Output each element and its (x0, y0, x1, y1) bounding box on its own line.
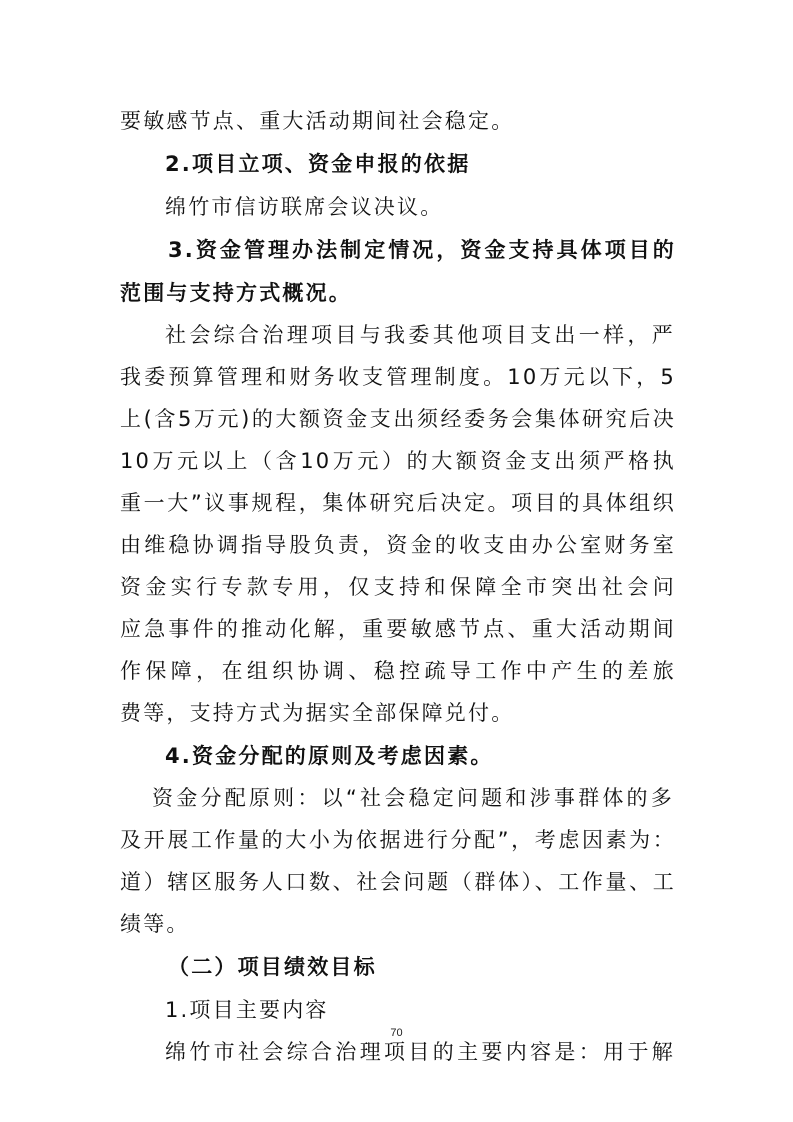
body-line: 资金分配原则：以“社会稳定问题和涉事群体的多 (152, 786, 674, 810)
body-line: 由维稳协调指导股负责，资金的收支由办公室财务室 (120, 533, 676, 557)
section-heading: （二）项目绩效目标 (168, 955, 377, 979)
body-line: 绩等。 (120, 912, 190, 936)
body-line: 绵竹市社会综合治理项目的主要内容是：用于解 (165, 1040, 675, 1064)
body-line: 作保障，在组织协调、稳控疏导工作中产生的差旅 (120, 659, 676, 683)
section-heading: 2.项目立项、资金申报的依据 (165, 152, 471, 176)
page-number: 70 (390, 1027, 403, 1039)
section-heading: 4.资金分配的原则及考虑因素。 (165, 744, 494, 768)
body-line: 绵竹市信访联席会议决议。 (165, 195, 444, 219)
subsection-heading: 1.项目主要内容 (165, 998, 329, 1022)
body-line: 要敏感节点、重大活动期间社会稳定。 (120, 109, 515, 133)
body-line: 上(含5万元)的大额资金支出须经委务会集体研究后决 (120, 407, 676, 431)
body-line: 10万元以上（含10万元）的大额资金支出须严格执 (120, 449, 676, 473)
body-line: 社会综合治理项目与我委其他项目支出一样，严 (165, 323, 675, 347)
body-line: 道）辖区服务人口数、社会问题（群体）、工作量、工 (120, 870, 676, 894)
body-line: 费等，支持方式为据实全部保障兑付。 (120, 701, 515, 725)
body-line: 重一大”议事规程，集体研究后决定。项目的具体组织 (120, 491, 676, 515)
section-heading: 3.资金管理办法制定情况，资金支持具体项目的 (168, 238, 676, 262)
section-heading: 范围与支持方式概况。 (120, 281, 352, 305)
body-line: 资金实行专款专用，仅支持和保障全市突出社会问 (120, 575, 676, 599)
body-line: 我委预算管理和财务收支管理制度。10万元以下，5 (120, 365, 676, 389)
body-line: 应急事件的推动化解，重要敏感节点、重大活动期间 (120, 617, 676, 641)
body-line: 及开展工作量的大小为依据进行分配”，考虑因素为： (120, 828, 676, 852)
